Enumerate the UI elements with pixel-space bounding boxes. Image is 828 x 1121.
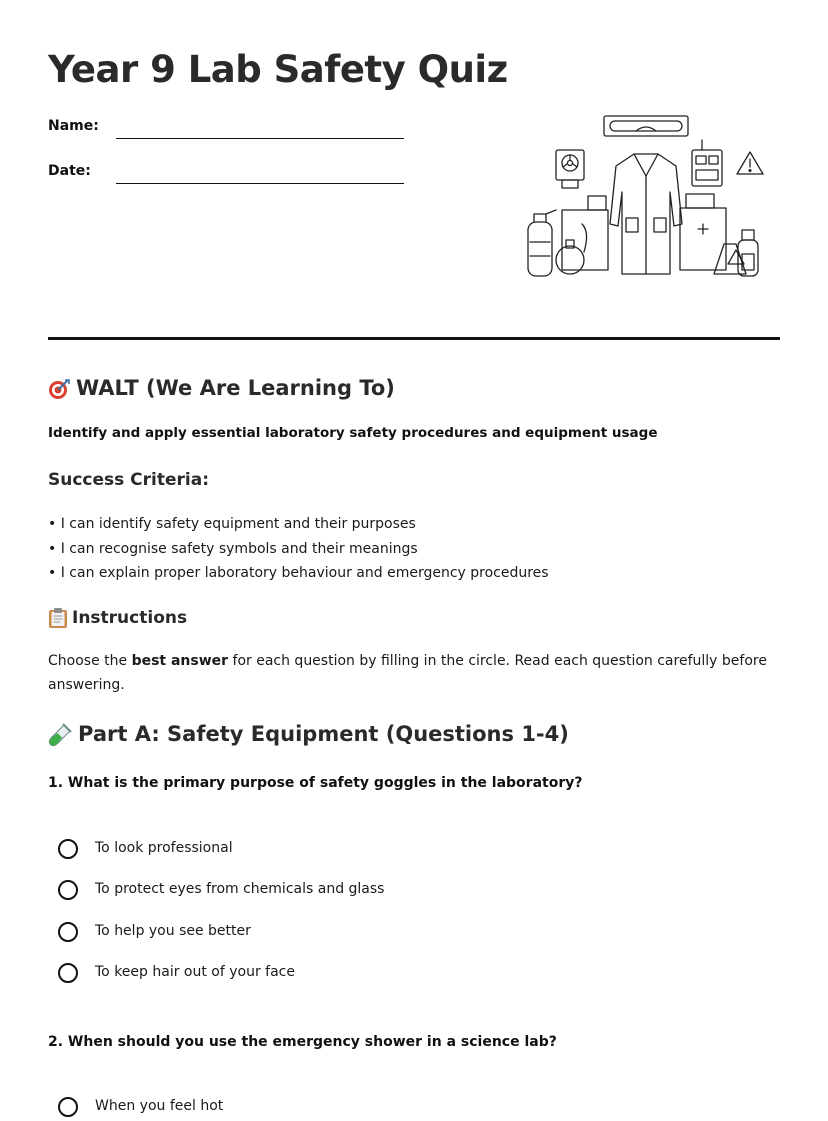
success-criteria-list	[48, 512, 549, 586]
q1-option-c[interactable]	[58, 922, 458, 946]
date-label: Date:	[48, 163, 91, 179]
part-a-heading-text: Part A: Safety Equipment (Questions 1-4)	[78, 722, 569, 746]
clipboard-icon	[48, 607, 68, 629]
option-label: To protect eyes from chemicals and glass	[95, 881, 385, 897]
walt-heading	[48, 376, 395, 400]
walt-heading-text: WALT (We Are Learning To)	[76, 376, 395, 400]
name-field-row	[48, 118, 408, 142]
safety-goggles-icon	[604, 116, 688, 136]
name-field[interactable]	[116, 138, 404, 139]
radio-circle[interactable]	[58, 963, 78, 983]
instructions-heading-text: Instructions	[72, 608, 188, 628]
lab-safety-equipment-illustration	[526, 112, 766, 282]
criteria-item: • I can identify safety equipment and their purposes	[48, 516, 416, 532]
lab-instrument-icon	[692, 140, 722, 186]
test-tube-icon	[48, 723, 72, 747]
fire-extinguisher-icon	[528, 210, 556, 276]
option-label: To keep hair out of your face	[95, 964, 295, 980]
instructions-text-before: Choose the	[48, 653, 132, 669]
instructions-text-bold: best answer	[131, 653, 229, 669]
part-a-heading	[48, 722, 569, 747]
lab-coat-icon	[610, 154, 682, 274]
radio-circle[interactable]	[58, 922, 78, 942]
walt-objective: Identify and apply essential laboratory safety procedures and equipment usage	[48, 425, 658, 441]
date-field-row	[48, 163, 408, 187]
criteria-item: • I can explain proper laboratory behaviour and emergency procedures	[48, 565, 549, 581]
option-label: To look professional	[95, 840, 233, 856]
q1-option-a[interactable]	[58, 839, 458, 863]
q2-option-a[interactable]	[58, 1097, 458, 1121]
name-label: Name:	[48, 118, 99, 134]
warning-triangle-icon	[737, 152, 763, 174]
biohazard-sign-icon	[556, 150, 584, 188]
radio-circle[interactable]	[58, 880, 78, 900]
radio-circle[interactable]	[58, 1097, 78, 1117]
question-2-text: 2. When should you use the emergency shower in a science lab?	[48, 1034, 557, 1050]
target-icon	[48, 378, 70, 400]
instructions-text	[48, 649, 768, 697]
instructions-heading	[48, 607, 187, 629]
criteria-item: • I can recognise safety symbols and their meanings	[48, 540, 418, 557]
q1-option-b[interactable]	[58, 880, 458, 904]
success-criteria-heading: Success Criteria:	[48, 470, 210, 490]
lab-bench-left	[562, 196, 608, 270]
question-1-text: 1. What is the primary purpose of safety goggles in the laboratory?	[48, 775, 583, 791]
instructions-text-after: for each question by filling in the circle. Read each question carefully before answering.	[48, 653, 767, 693]
page-title: Year 9 Lab Safety Quiz	[48, 48, 508, 91]
date-field[interactable]	[116, 183, 404, 184]
chemical-bottle-icon	[738, 230, 758, 276]
option-label: To help you see better	[95, 923, 251, 939]
round-flask-icon	[556, 240, 584, 274]
radio-circle[interactable]	[58, 839, 78, 859]
q1-option-d[interactable]	[58, 963, 458, 987]
section-divider	[48, 337, 780, 340]
option-label: When you feel hot	[95, 1098, 224, 1114]
